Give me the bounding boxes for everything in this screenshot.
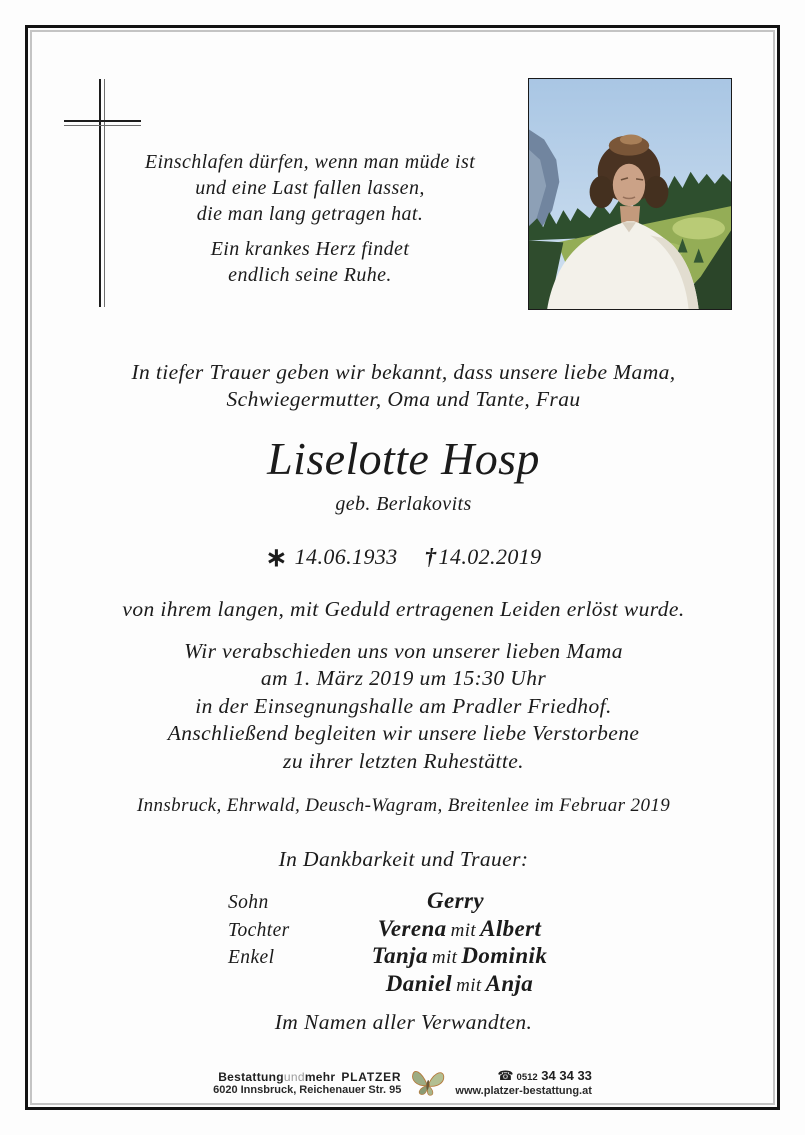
connector: mit: [450, 919, 477, 941]
memorial-cross-icon: [64, 120, 141, 126]
funeral-home-brand: [213, 1070, 401, 1084]
brand-name: PLATZER: [341, 1069, 402, 1084]
phone-number: 34 34 33: [541, 1068, 592, 1083]
mourners-list: [228, 888, 573, 998]
funeral-home-footer: [0, 1068, 805, 1098]
closing-line: Im Namen aller Verwandten.: [274, 1010, 533, 1034]
farewell-line: Wir verabschieden uns von unserer lieben Mama: [184, 639, 623, 663]
poem: [68, 149, 552, 288]
intro-line: Schwiegermutter, Oma und Tante, Frau: [226, 387, 581, 411]
butterfly-logo-icon: [409, 1066, 448, 1100]
brand-part: mehr: [304, 1069, 336, 1084]
brand-part: und: [283, 1069, 305, 1084]
farewell-line: am 1. März 2019 um 15:30 Uhr: [260, 666, 547, 691]
death-date: 14.02.2019: [438, 544, 542, 569]
birth-date: 14.06.1933: [294, 544, 398, 569]
intro-line: In tiefer Trauer geben wir bekannt, dass unsere liebe Mama,: [131, 360, 676, 384]
relation-label: Sohn: [228, 892, 269, 913]
funeral-home-address: 6020 Innsbruck, Reichenauer Str. 95: [213, 1083, 402, 1096]
mourner-row: [228, 888, 573, 916]
maiden-name: geb. Berlakovits: [335, 493, 472, 515]
poem-line: endlich seine Ruhe.: [228, 264, 392, 286]
phone-icon: ☎: [497, 1068, 514, 1083]
funeral-home-contact-block: [455, 1068, 592, 1098]
funeral-home-brand-block: [213, 1070, 401, 1097]
partner-name: Albert: [480, 915, 542, 941]
connector: mit: [431, 947, 458, 968]
poem-line: Ein krankes Herz findet: [210, 238, 410, 260]
announcement-intro: [30, 359, 777, 413]
mourner-name: Verena: [377, 915, 447, 941]
places-line: Innsbruck, Ehrwald, Deusch-Wagram, Breitenlee im Februar 2019: [136, 795, 671, 816]
poem-line: die man lang getragen hat.: [196, 203, 424, 225]
farewell-line: zu ihrer letzten Ruhestätte.: [283, 748, 524, 773]
mourner-name: Gerry: [427, 888, 484, 913]
mourner-name: Daniel: [385, 970, 453, 996]
farewell-line: Anschließend begleiten wir unsere liebe Verstorbene: [167, 721, 640, 746]
website-url: www.platzer-bestattung.at: [455, 1085, 592, 1097]
phone-prefix: 0512: [516, 1072, 538, 1083]
phone-line: [455, 1068, 592, 1085]
memorial-photo: [528, 78, 732, 310]
mourner-name: Tanja: [371, 943, 428, 968]
deceased-name: Liselotte Hosp: [267, 433, 540, 484]
mourners-heading: In Dankbarkeit und Trauer:: [278, 847, 529, 871]
relation-label: Tochter: [228, 919, 290, 941]
partner-name: Anja: [485, 970, 534, 996]
poem-line: Einschlafen dürfen, wenn man müde ist: [144, 151, 476, 173]
mourner-row: [228, 943, 573, 971]
connector: mit: [456, 974, 482, 996]
farewell-line: in der Einsegnungshalle am Pradler Friedhof.: [195, 693, 612, 718]
life-dates: [30, 543, 777, 572]
memorial-photo-art: [529, 79, 731, 309]
mourner-row: [228, 916, 573, 944]
relation-label: Enkel: [228, 947, 275, 968]
farewell-block: [30, 638, 777, 775]
partner-name: Dominik: [461, 943, 548, 968]
release-line: von ihrem langen, mit Geduld ertragenen Leiden erlöst wurde.: [122, 597, 685, 621]
poem-line: und eine Last fallen lassen,: [195, 177, 425, 199]
brand-part: Bestattung: [218, 1069, 284, 1084]
death-cross-icon: †: [424, 544, 437, 569]
birth-star-icon: ∗: [265, 543, 288, 572]
mourner-row: [228, 971, 573, 999]
